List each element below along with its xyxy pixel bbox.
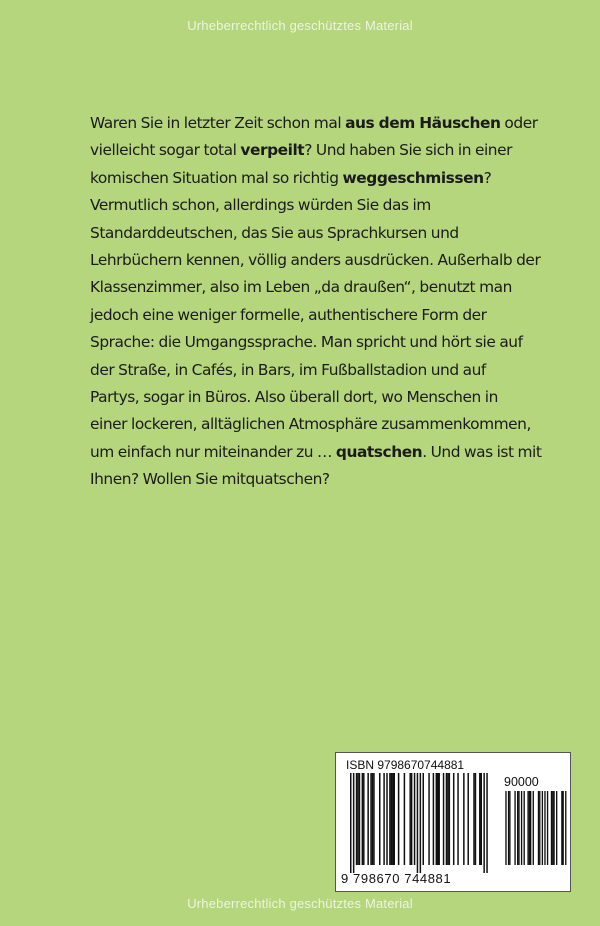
- addon-bar: [529, 791, 530, 865]
- copyright-watermark-top: Urheberrechtlich geschütztes Material: [187, 18, 413, 33]
- price-code: 90000: [504, 775, 539, 789]
- barcode-bar: [367, 773, 369, 865]
- blurb-line: [90, 110, 540, 137]
- barcode-bar: [417, 773, 419, 873]
- blurb-line: [90, 192, 540, 219]
- addon-bar: [544, 791, 545, 865]
- barcode-bar: [362, 773, 364, 865]
- addon-bar: [514, 791, 515, 865]
- barcode-bar: [457, 773, 459, 865]
- blurb-line: [90, 247, 540, 274]
- barcode-bar: [463, 773, 465, 865]
- addon-bar: [552, 791, 553, 865]
- barcode-bar: [394, 773, 396, 865]
- barcode-bar: [483, 773, 485, 873]
- barcode-bar: [392, 773, 394, 865]
- blurb-line: [90, 357, 540, 384]
- barcode-bar: [486, 773, 488, 873]
- addon-bar: [563, 791, 564, 865]
- barcode-bar: [370, 773, 372, 865]
- barcode-bar: [383, 773, 385, 865]
- barcode-bar: [357, 773, 359, 865]
- blurb-text: vielleicht sogar total: [90, 141, 241, 160]
- addon-bar: [533, 791, 534, 865]
- barcode-bar: [447, 773, 449, 865]
- blurb-line: [90, 439, 540, 466]
- barcode-bar: [479, 773, 481, 865]
- barcode-bar: [433, 773, 435, 865]
- blurb-emphasis: quatschen: [335, 442, 423, 461]
- barcode-bar: [372, 773, 374, 865]
- barcode-digits: 9 798670 744881: [341, 871, 452, 886]
- blurb-text: ?: [483, 168, 492, 187]
- barcode-bar: [409, 773, 411, 865]
- barcode-bar: [350, 773, 352, 873]
- blurb-line: [90, 411, 540, 438]
- blurb-text: Partys, sogar in Büros. Also überall dort, wo Menschen in: [90, 388, 498, 407]
- blurb-line: [90, 274, 540, 301]
- blurb-text: oder: [500, 114, 538, 132]
- barcode-bar: [446, 773, 448, 865]
- barcode-bar: [363, 773, 365, 865]
- blurb-text: um einfach nur miteinander zu …: [90, 442, 336, 461]
- barcode-bar: [359, 773, 361, 865]
- copyright-watermark-bottom: Urheberrechtlich geschütztes Material: [187, 896, 413, 911]
- blurb-line: [90, 137, 540, 164]
- addon-bar: [561, 791, 562, 865]
- blurb-text: Klassenzimmer, also im Leben „da draußen“, benutzt man: [90, 278, 512, 297]
- addon-bar: [505, 791, 506, 865]
- blurb-text: einer lockeren, alltäglichen Atmosphäre zusammenkommen,: [90, 415, 531, 434]
- barcode-bar: [379, 773, 381, 865]
- blurb-line: [90, 302, 540, 329]
- barcode-bar: [437, 773, 439, 865]
- barcode-bar: [453, 773, 455, 865]
- blurb-text: der Straße, in Cafés, in Bars, im Fußballstadion und auf: [90, 360, 486, 379]
- addon-bar: [539, 791, 540, 865]
- blurb-text: Standarddeutschen, das Sie aus Sprachkursen und: [90, 223, 459, 242]
- barcode-bar: [423, 773, 425, 865]
- blurb-line: [90, 329, 540, 356]
- blurb-text: . Und was ist mit: [422, 442, 542, 461]
- blurb-text: Waren Sie in letzter Zeit schon mal: [90, 114, 346, 132]
- addon-bar: [542, 791, 543, 865]
- barcode-bar: [420, 773, 422, 873]
- barcode-bar: [389, 773, 391, 865]
- blurb-text: ? Und haben Sie sich in einer: [304, 141, 513, 160]
- addon-bar: [524, 791, 525, 865]
- addon-bar: [517, 791, 518, 865]
- barcode-bar: [481, 773, 483, 865]
- barcode-bar: [449, 773, 451, 865]
- addon-bar: [518, 791, 519, 865]
- addon-bar: [547, 791, 548, 865]
- barcode-bar: [436, 773, 438, 865]
- barcode-bar: [467, 773, 469, 865]
- addon-bar: [521, 791, 522, 865]
- barcode-bar: [428, 773, 430, 865]
- addon-bar: [556, 791, 557, 865]
- addon-bar: [565, 791, 566, 865]
- blurb-line: [90, 384, 540, 411]
- blurb-emphasis: verpeilt: [240, 141, 305, 160]
- barcode-bar: [473, 773, 475, 865]
- isbn-label: ISBN 9798670744881: [346, 758, 465, 772]
- barcode-bar: [386, 773, 388, 865]
- barcode-bar: [475, 773, 477, 865]
- blurb-text: Vermutlich schon, allerdings würden Sie das im: [90, 196, 431, 215]
- barcode-bar: [414, 773, 416, 865]
- blurb-text: jedoch eine weniger formelle, authentischere Form der: [90, 305, 487, 324]
- blurb-line: [90, 220, 540, 247]
- barcode-bar: [391, 773, 393, 865]
- barcode-bar: [398, 773, 400, 865]
- blurb-text: Sprache: die Umgangssprache. Man spricht und hört sie auf: [90, 333, 523, 352]
- barcode-bar: [411, 773, 413, 865]
- back-cover-blurb: [90, 110, 540, 494]
- blurb-text: Ihnen? Wollen Sie mitquatschen?: [90, 470, 330, 489]
- barcode-bar: [438, 773, 440, 865]
- addon-bar: [508, 791, 509, 865]
- addon-bar: [509, 791, 510, 865]
- barcode-bar: [373, 773, 375, 865]
- addon-bar: [527, 791, 528, 865]
- blurb-text: komischen Situation mal so richtig: [90, 168, 343, 187]
- blurb-emphasis: aus dem Häuschen: [345, 114, 501, 132]
- blurb-emphasis: weggeschmissen: [342, 168, 484, 187]
- barcode-bar: [356, 773, 358, 865]
- barcode-bar: [404, 773, 406, 865]
- blurb-line: [90, 466, 540, 493]
- addon-bar: [553, 791, 554, 865]
- addon-bar: [551, 791, 552, 865]
- barcode-bar: [353, 773, 355, 873]
- addon-bar: [530, 791, 531, 865]
- blurb-text: Lehrbüchern kennen, völlig anders ausdrücken. Außerhalb der: [90, 251, 541, 270]
- barcode-bar: [443, 773, 445, 865]
- isbn-barcode: [335, 752, 571, 892]
- addon-bar: [538, 791, 539, 865]
- blurb-line: [90, 165, 540, 192]
